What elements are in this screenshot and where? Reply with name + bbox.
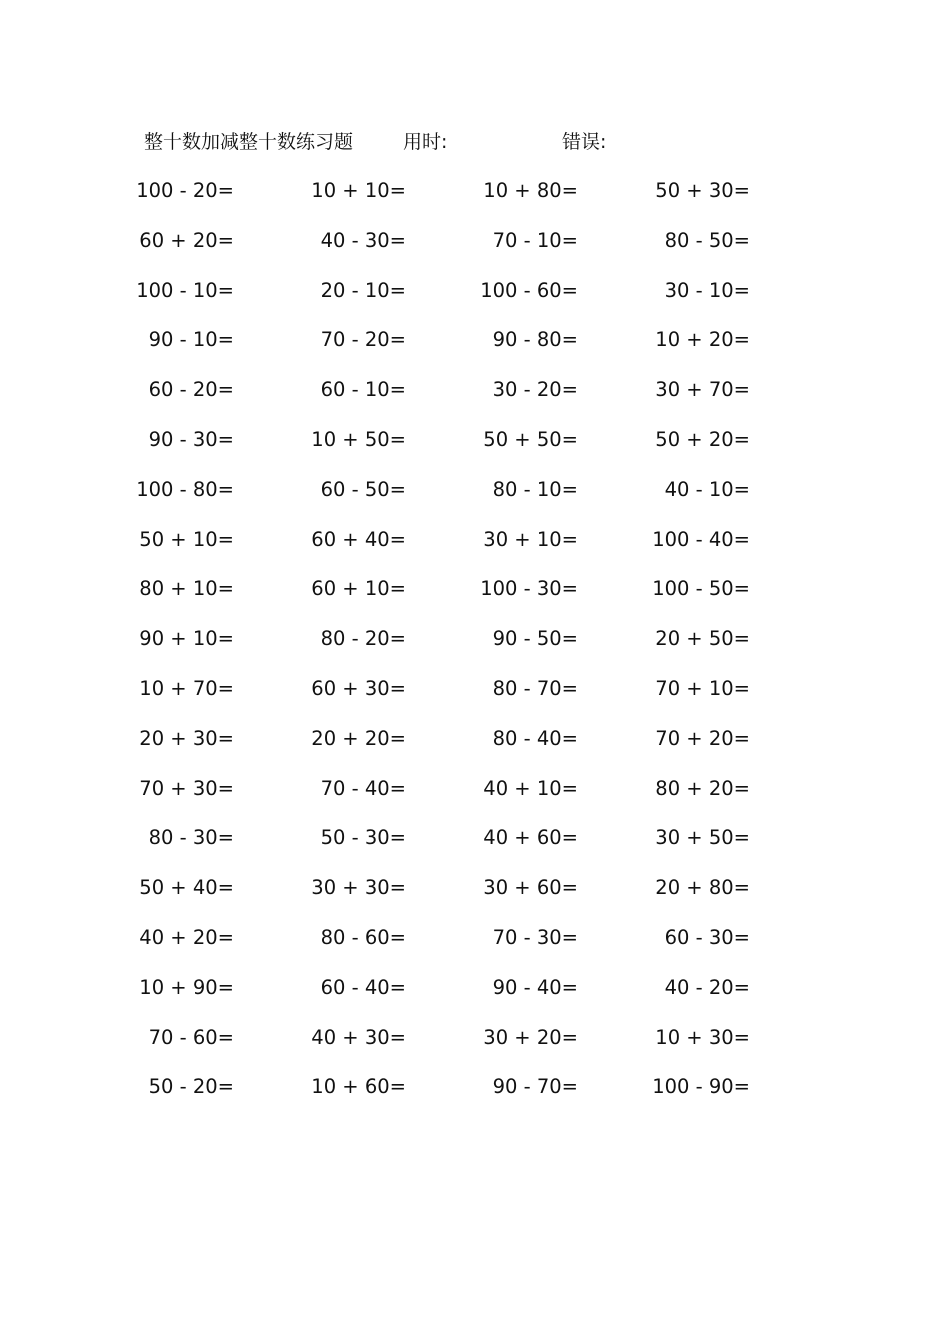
problem-item: 40 - 30= xyxy=(320,228,406,252)
problem-item: 30 + 10= xyxy=(483,527,578,551)
problem-item: 30 + 30= xyxy=(311,876,406,900)
problem-row xyxy=(0,325,950,375)
problem-item: 50 - 30= xyxy=(320,826,406,850)
problem-item: 90 - 80= xyxy=(492,328,578,352)
problem-item: 60 - 50= xyxy=(320,477,406,501)
problem-row xyxy=(0,973,950,1023)
problem-item: 40 + 30= xyxy=(311,1025,406,1049)
problem-item: 50 + 10= xyxy=(139,527,234,551)
problem-row xyxy=(0,624,950,674)
problem-item: 20 - 10= xyxy=(320,278,406,302)
problem-grid xyxy=(0,176,950,1122)
problem-item: 60 + 20= xyxy=(139,228,234,252)
problem-item: 50 + 40= xyxy=(139,876,234,900)
problem-item: 10 + 30= xyxy=(655,1025,750,1049)
problem-item: 10 + 60= xyxy=(311,1075,406,1099)
problem-row xyxy=(0,525,950,575)
problem-row xyxy=(0,425,950,475)
problem-item: 30 + 50= xyxy=(655,826,750,850)
problem-item: 80 - 40= xyxy=(492,726,578,750)
problem-item: 60 - 20= xyxy=(148,378,234,402)
problem-row xyxy=(0,375,950,425)
problem-item: 10 + 80= xyxy=(483,179,578,202)
problem-item: 60 - 30= xyxy=(664,925,750,949)
problem-item: 20 + 50= xyxy=(655,627,750,651)
problem-item: 90 - 40= xyxy=(492,975,578,999)
problem-item: 70 + 10= xyxy=(655,676,750,700)
problem-item: 50 + 20= xyxy=(655,427,750,451)
problem-item: 100 - 10= xyxy=(136,278,234,302)
problem-row xyxy=(0,176,950,226)
problem-item: 30 - 20= xyxy=(492,378,578,402)
problem-item: 60 + 30= xyxy=(311,676,406,700)
problem-item: 80 - 60= xyxy=(320,925,406,949)
problem-item: 80 - 50= xyxy=(664,228,750,252)
problem-row xyxy=(0,674,950,724)
problem-item: 80 - 10= xyxy=(492,477,578,501)
problem-item: 100 - 30= xyxy=(480,577,578,601)
problem-item: 70 - 40= xyxy=(320,776,406,800)
problem-row xyxy=(0,1072,950,1122)
problem-row xyxy=(0,1023,950,1073)
problem-item: 40 - 20= xyxy=(664,975,750,999)
problem-item: 80 + 10= xyxy=(139,577,234,601)
problem-item: 20 + 80= xyxy=(655,876,750,900)
problem-item: 60 + 40= xyxy=(311,527,406,551)
problem-item: 70 - 20= xyxy=(320,328,406,352)
problem-item: 100 - 90= xyxy=(652,1075,750,1099)
problem-item: 80 - 70= xyxy=(492,676,578,700)
time-label: 用时: xyxy=(403,131,448,153)
problem-row xyxy=(0,774,950,824)
problem-row xyxy=(0,475,950,525)
problem-item: 80 - 30= xyxy=(148,826,234,850)
problem-row xyxy=(0,923,950,973)
errors-label: 错误: xyxy=(562,131,607,153)
problem-item: 50 - 20= xyxy=(148,1075,234,1099)
problem-item: 70 + 20= xyxy=(655,726,750,750)
problem-item: 10 + 20= xyxy=(655,328,750,352)
problem-item: 30 - 10= xyxy=(664,278,750,302)
problem-item: 70 - 30= xyxy=(492,925,578,949)
problem-item: 90 - 50= xyxy=(492,627,578,651)
problem-item: 30 + 70= xyxy=(655,378,750,402)
problem-item: 60 - 10= xyxy=(320,378,406,402)
problem-item: 90 - 10= xyxy=(148,328,234,352)
problem-item: 60 + 10= xyxy=(311,577,406,601)
problem-item: 70 - 10= xyxy=(492,228,578,252)
problem-item: 100 - 20= xyxy=(136,179,234,202)
problem-item: 40 + 60= xyxy=(483,826,578,850)
problem-item: 30 + 60= xyxy=(483,876,578,900)
problem-item: 10 + 90= xyxy=(139,975,234,999)
problem-item: 100 - 50= xyxy=(652,577,750,601)
problem-item: 100 - 80= xyxy=(136,477,234,501)
problem-row xyxy=(0,724,950,774)
problem-item: 80 - 20= xyxy=(320,627,406,651)
problem-item: 40 + 10= xyxy=(483,776,578,800)
problem-item: 90 - 70= xyxy=(492,1075,578,1099)
problem-item: 100 - 40= xyxy=(652,527,750,551)
worksheet-header xyxy=(0,128,950,156)
problem-item: 70 + 30= xyxy=(139,776,234,800)
problem-item: 100 - 60= xyxy=(480,278,578,302)
problem-row xyxy=(0,226,950,276)
problem-item: 30 + 20= xyxy=(483,1025,578,1049)
problem-row xyxy=(0,276,950,326)
problem-row xyxy=(0,574,950,624)
worksheet-title: 整十数加减整十数练习题 xyxy=(144,131,354,153)
problem-item: 10 + 50= xyxy=(311,427,406,451)
problem-item: 70 - 60= xyxy=(148,1025,234,1049)
problem-row xyxy=(0,873,950,923)
problem-item: 90 - 30= xyxy=(148,427,234,451)
problem-item: 40 - 10= xyxy=(664,477,750,501)
problem-item: 20 + 20= xyxy=(311,726,406,750)
problem-item: 10 + 70= xyxy=(139,676,234,700)
problem-item: 50 + 30= xyxy=(655,179,750,202)
problem-item: 60 - 40= xyxy=(320,975,406,999)
problem-row xyxy=(0,823,950,873)
problem-item: 50 + 50= xyxy=(483,427,578,451)
problem-item: 80 + 20= xyxy=(655,776,750,800)
problem-item: 40 + 20= xyxy=(139,925,234,949)
problem-item: 90 + 10= xyxy=(139,627,234,651)
problem-item: 20 + 30= xyxy=(139,726,234,750)
problem-item: 10 + 10= xyxy=(311,179,406,202)
